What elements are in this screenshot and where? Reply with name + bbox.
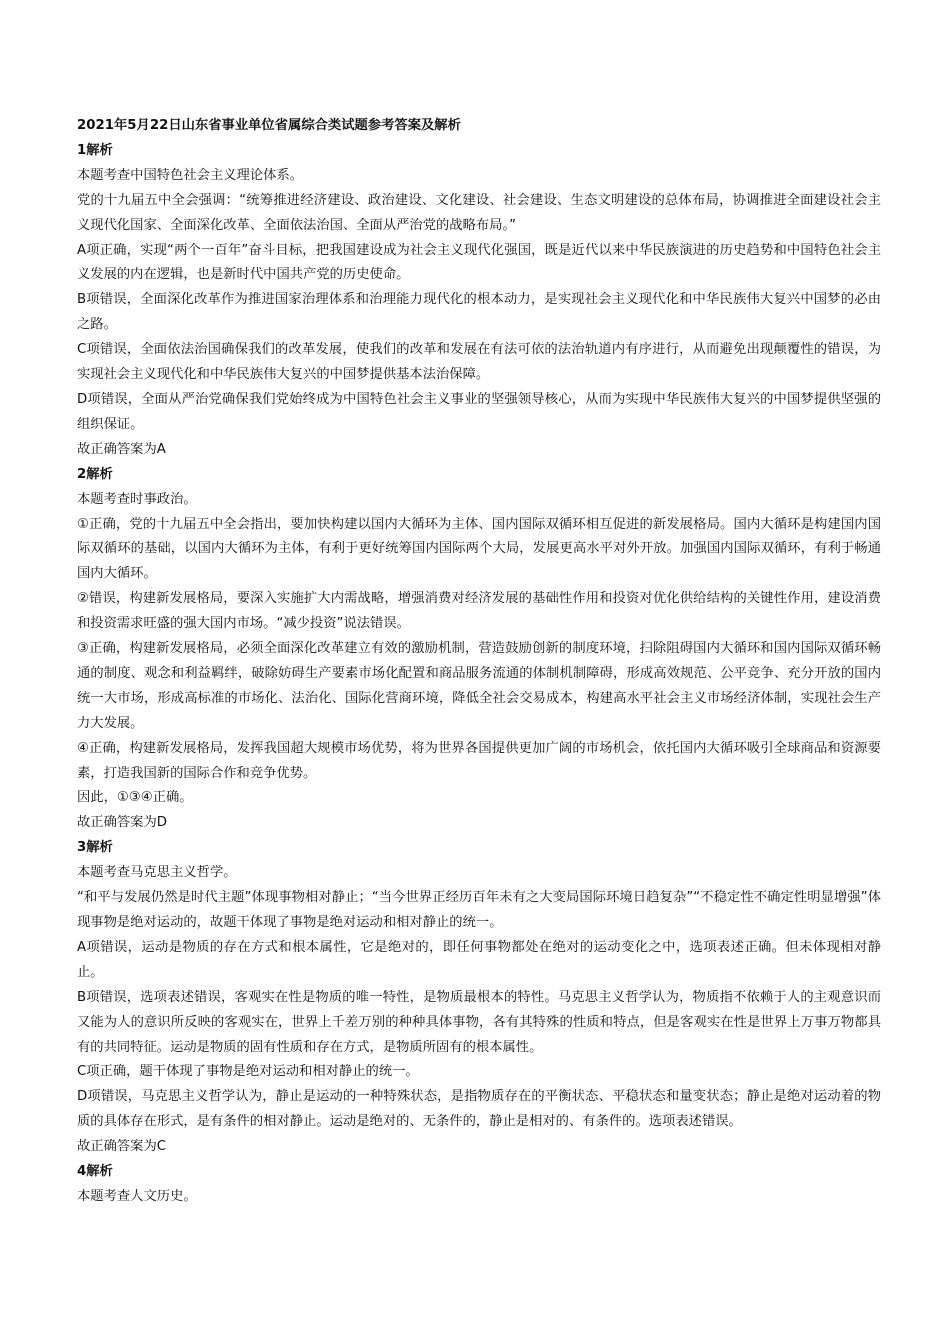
paragraph: ④正确，构建新发展格局，发挥我国超大规模市场优势，将为世界各国提供更加广阔的市场机会，依托国内大循环吸引全球商品和资源要素，打造我国新的国际合作和竞争优势。 xyxy=(77,740,881,781)
paragraph: “和平与发展仍然是时代主题”体现事物相对静止；“当今世界正经历百年未有之大变局国际环境日趋复杂”“不稳定性不确定性明显增强”体现事物是绝对运动的，故题干体现了事物是绝对运动和相对静止的统一。 xyxy=(77,890,881,930)
paragraph: 因此，①③④正确。 xyxy=(77,790,193,806)
paragraph: B项错误，选项表述错误，客观实在性是物质的唯一特性，是物质最根本的特性。马克思主义哲学认为，物质指不依赖于人的主观意识而又能为人的意识所反映的客观实在，世界上千差万别的种种具体事物，各有其特殊的性质和特点，但是客观实在性是世界上万事万物都具有的共同特征。运动是物质的固有性质和存在方式，是物质所固有的根本属性。 xyxy=(77,989,881,1055)
paragraph: 本题考查中国特色社会主义理论体系。 xyxy=(77,167,304,183)
paragraph: 本题考查人文历史。 xyxy=(77,1188,197,1204)
paragraph: 本题考查时事政治。 xyxy=(77,491,197,507)
paragraph: 党的十九届五中全会强调：“统筹推进经济建设、政治建设、文化建设、社会建设、生态文明建设的总体布局，协调推进全面建设社会主义现代化国家、全面深化改革、全面依法治国、全面从严治党的战略布局。” xyxy=(77,192,881,233)
answer-line: 故正确答案为D xyxy=(77,815,168,831)
section-heading: 1解析 xyxy=(77,142,113,158)
paragraph: 本题考查马克思主义哲学。 xyxy=(77,865,237,881)
paragraph: ②错误，构建新发展格局，要深入实施扩大内需战略，增强消费对经济发展的基础性作用和投资对优化供给结构的关键性作用，建设消费和投资需求旺盛的强大国内市场。“减少投资”说法错误。 xyxy=(77,591,881,632)
section-3 xyxy=(77,836,881,1160)
section-heading: 2解析 xyxy=(77,466,113,482)
section-heading: 3解析 xyxy=(77,840,113,856)
section-heading: 4解析 xyxy=(77,1164,113,1180)
paragraph: ①正确，党的十九届五中全会指出，要加快构建以国内大循环为主体、国内国际双循环相互促进的新发展格局。国内大循环是构建国内国际双循环的基础，以国内大循环为主体，有利于更好统筹国内国际两个大局，发展更高水平对外开放。加强国内国际双循环，有利于畅通国内大循环。 xyxy=(77,516,881,582)
paragraph: C项正确，题干体现了事物是绝对运动和相对静止的统一。 xyxy=(77,1064,419,1080)
paragraph: D项错误，全面从严治党确保我们党始终成为中国特色社会主义事业的坚强领导核心，从而为实现中华民族伟大复兴的中国梦提供坚强的组织保证。 xyxy=(77,391,881,432)
paragraph: ③正确，构建新发展格局，必须全面深化改革建立有效的激励机制，营造鼓励创新的制度环境，扫除阻碍国内大循环和国内国际双循环畅通的制度、观念和利益羁绊，破除妨碍生产要素市场化配置和商品服务流通的体制机制障碍，形成高效规范、公平竞争、充分开放的国内统一大市场，形成高标准的市场化、法治化、国际化营商环境，降低全社会交易成本，构建高水平社会主义市场经济体制，实现社会生产力大发展。 xyxy=(77,641,881,731)
document-title: 2021年5月22日山东省事业单位省属综合类试题参考答案及解析 xyxy=(77,118,461,133)
paragraph: C项错误，全面依法治国确保我们的改革发展，使我们的改革和发展在有法可依的法治轨道内有序进行，从而避免出现颠覆性的错误，为实现社会主义现代化和中华民族伟大复兴的中国梦提供基本法治保障。 xyxy=(77,342,881,383)
answer-line: 故正确答案为A xyxy=(77,441,166,457)
paragraph: B项错误，全面深化改革作为推进国家治理体系和治理能力现代化的根本动力，是实现社会主义现代化和中华民族伟大复兴中国梦的必由之路。 xyxy=(77,292,881,333)
section-4 xyxy=(77,1160,881,1210)
paragraph: A项正确，实现“两个一百年”奋斗目标，把我国建设成为社会主义现代化强国，既是近代以来中华民族演进的历史趋势和中国特色社会主义发展的内在逻辑，也是新时代中国共产党的历史使命。 xyxy=(77,242,881,283)
answer-line: 故正确答案为C xyxy=(77,1139,167,1155)
section-2 xyxy=(77,463,881,837)
paragraph: D项错误，马克思主义哲学认为，静止是运动的一种特殊状态，是指物质存在的平衡状态、平稳状态和量变状态；静止是绝对运动着的物质的具体存在形式，是有条件的相对静止。运动是绝对的、无条件的，静止是相对的、有条件的。选项表述错误。 xyxy=(77,1089,881,1130)
section-1 xyxy=(77,139,881,463)
document-page xyxy=(77,114,881,1210)
paragraph: A项错误，运动是物质的存在方式和根本属性，它是绝对的，即任何事物都处在绝对的运动变化之中，选项表述正确。但未体现相对静止。 xyxy=(77,939,881,980)
